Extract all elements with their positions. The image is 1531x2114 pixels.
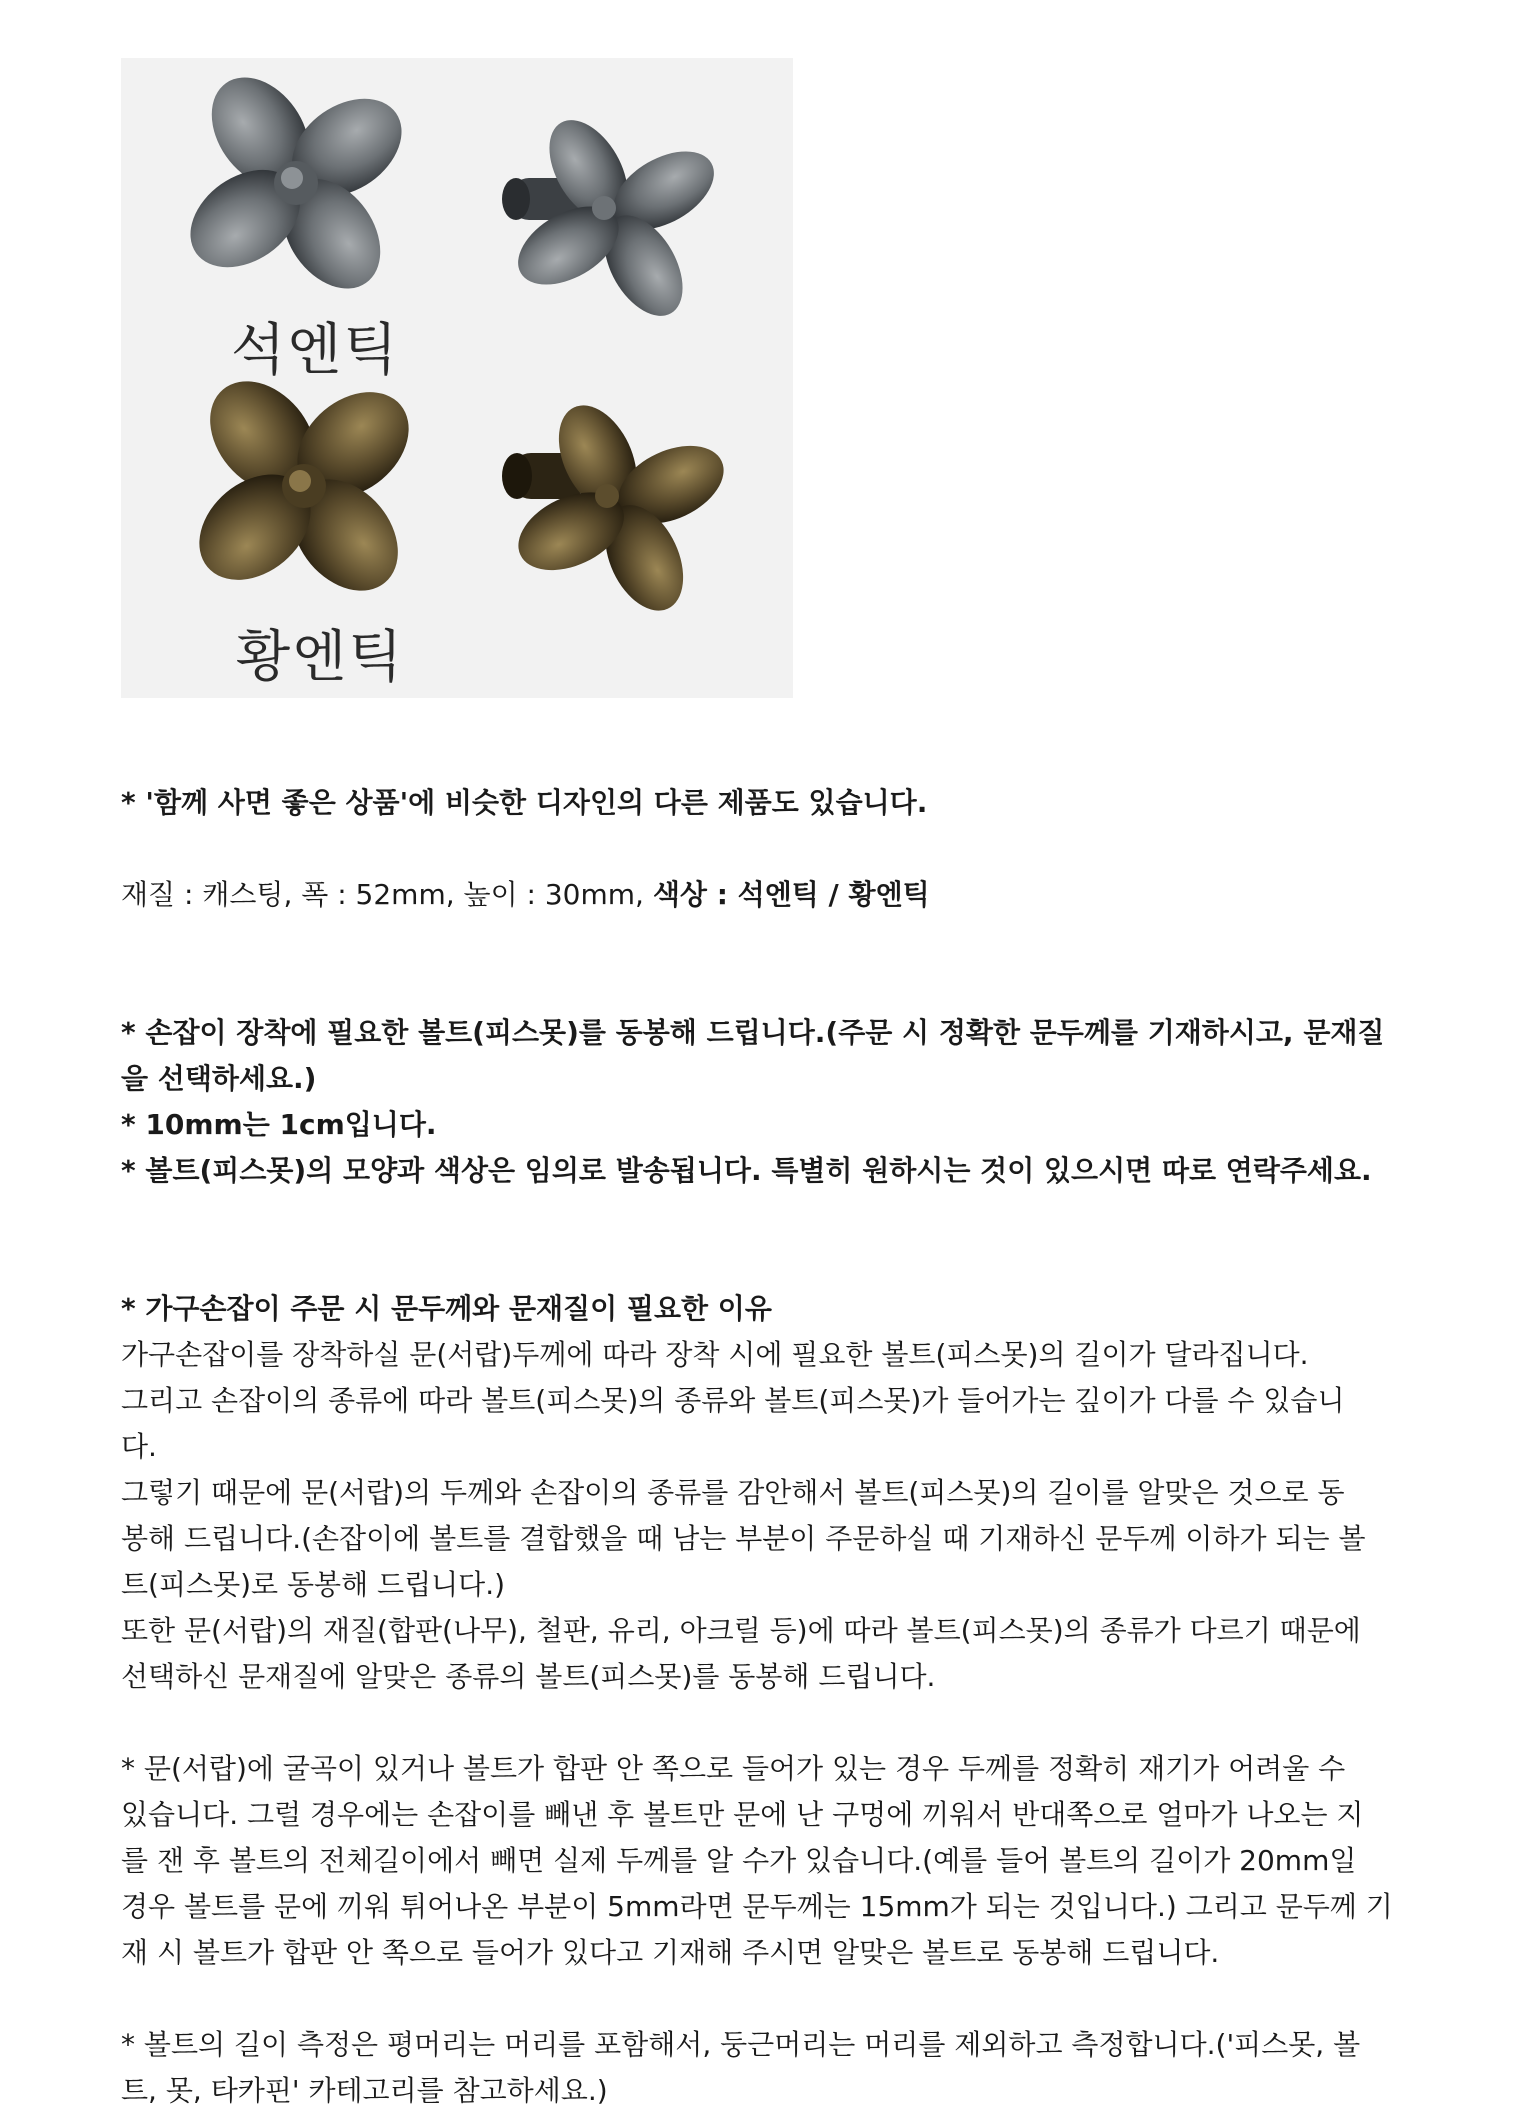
spec-colors: 색상 : 석엔틱 / 황엔틱: [652, 878, 930, 911]
silver-knob-front: [172, 59, 420, 307]
spec-line: [121, 872, 1421, 918]
reason-title: * 가구손잡이 주문 시 문두께와 문재질이 필요한 이유: [121, 1292, 772, 1325]
reason-line: 봉해 드립니다.(손잡이에 볼트를 결합했을 때 남는 부분이 주문하실 때 기재하신 문두께 이하가 되는 볼: [121, 1522, 1366, 1555]
brass-knob-side: [502, 393, 736, 623]
brass-label: 황엔틱: [236, 625, 405, 690]
silver-knob-side: [502, 107, 727, 330]
curved-door-line: 재 시 볼트가 합판 안 쪽으로 들어가 있다고 기재해 주시면 알맞은 볼트로 동봉해 드립니다.: [121, 1936, 1220, 1969]
silver-label: 석엔틱: [231, 318, 400, 383]
reason-line: 그리고 손잡이의 종류에 따라 볼트(피스못)의 종류와 볼트(피스못)가 들어가는 깊이가 다를 수 있습니: [121, 1384, 1345, 1417]
reason-line: 선택하신 문재질에 알맞은 종류의 볼트(피스못)를 동봉해 드립니다.: [121, 1660, 936, 1693]
bolt-notice-line: * 10mm는 1cm입니다.: [121, 1108, 437, 1141]
product-description: [121, 780, 1421, 2114]
curved-door-line: 있습니다. 그럴 경우에는 손잡이를 빼낸 후 볼트만 문에 난 구멍에 끼워서 반대쪽으로 얼마가 나오는 지: [121, 1798, 1364, 1831]
reason-line: 또한 문(서랍)의 재질(합판(나무), 철판, 유리, 아크릴 등)에 따라 볼트(피스못)의 종류가 다르기 때문에: [121, 1614, 1361, 1647]
bolt-length-line: * 볼트의 길이 측정은 평머리는 머리를 포함해서, 둥근머리는 머리를 제외하고 측정합니다.('피스못, 볼: [121, 2028, 1361, 2061]
spec-text: 재질 : 캐스팅, 폭 : 52mm, 높이 : 30mm,: [121, 878, 653, 911]
reason-line: 다.: [121, 1430, 157, 1463]
curved-door-line: 를 잰 후 볼트의 전체길이에서 빼면 실제 두께를 알 수가 있습니다.(예를 들어 볼트의 길이가 20mm일: [121, 1844, 1357, 1877]
bolt-notice-line: 을 선택하세요.): [121, 1062, 317, 1095]
reason-line: 가구손잡이를 장착하실 문(서랍)두께에 따라 장착 시에 필요한 볼트(피스못)의 길이가 달라집니다.: [121, 1338, 1309, 1371]
knob-illustration: [121, 58, 793, 698]
bolt-length-line: 트, 못, 타카핀' 카테고리를 참고하세요.): [121, 2074, 608, 2107]
curved-door-line: 경우 볼트를 문에 끼워 튀어나온 부분이 5mm라면 문두께는 15mm가 되는 것입니다.) 그리고 문두께 기: [121, 1890, 1393, 1923]
reason-line: 트(피스못)로 동봉해 드립니다.): [121, 1568, 506, 1601]
brass-knob-front: [179, 361, 430, 612]
reason-line: 그렇기 때문에 문(서랍)의 두께와 손잡이의 종류를 감안해서 볼트(피스못)의 길이를 알맞은 것으로 동: [121, 1476, 1345, 1509]
curved-door-line: * 문(서랍)에 굴곡이 있거나 볼트가 합판 안 쪽으로 들어가 있는 경우 두께를 정확히 재기가 어려울 수: [121, 1752, 1346, 1785]
bolt-notice-line: * 손잡이 장착에 필요한 볼트(피스못)를 동봉해 드립니다.(주문 시 정확한 문두께를 기재하시고, 문재질: [121, 1016, 1385, 1049]
bolt-notice-line: * 볼트(피스못)의 모양과 색상은 임의로 발송됩니다. 특별히 원하시는 것이 있으시면 따로 연락주세요.: [121, 1154, 1372, 1187]
similar-products-note: * '함께 사면 좋은 상품'에 비슷한 디자인의 다른 제품도 있습니다.: [121, 786, 928, 819]
product-photo: [121, 58, 793, 698]
